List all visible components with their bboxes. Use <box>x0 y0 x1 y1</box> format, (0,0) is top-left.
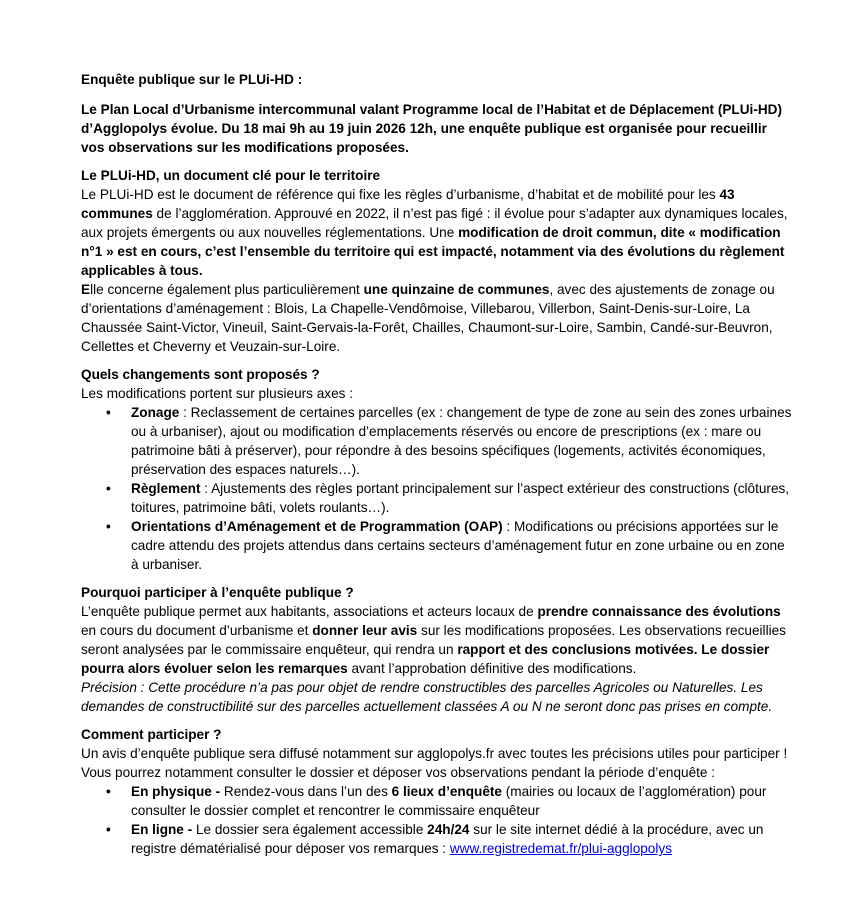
bullet-term-reglement: Règlement <box>131 481 201 496</box>
section-heading-changements: Quels changements sont proposés ? <box>81 367 320 382</box>
text-run: : Reclassement de certaines parcelles (ex : changement de type de zone au sein des zones urbaines ou à urbaniser), ajout ou modification d’emplacements réservés ou encore de prescriptions (ex : mare ou patrimoine bâti à préserver), pour répondre à des besoins spécifiques (logements, activités économiques, préservation des espaces naturels…). <box>131 405 792 477</box>
text-run: avant l’approbation définitive des modifications. <box>347 661 637 676</box>
bold-run-quinzaine-communes: une quinzaine de communes <box>363 282 550 297</box>
text-run: Le dossier sera également accessible <box>192 822 428 837</box>
text-run: en cours du document d’urbanisme et <box>81 623 313 638</box>
bold-run-prendre-connaissance: prendre connaissance des évolutions <box>537 604 781 619</box>
list-item-en-ligne <box>131 820 793 858</box>
intro-paragraph: Le Plan Local d’Urbanisme intercommunal valant Programme local de l’Habitat et de Déplacement (PLUi-HD) d’Agglopolys évolue. Du 18 mai 9h au 19 juin 2026 12h, une enquête publique est organisée pour recueillir vos observations sur les modifications proposées. <box>81 102 783 155</box>
bullet-term-oap: Orientations d’Aménagement et de Programmation (OAP) <box>131 519 503 534</box>
text-run: sur le site internet dédié à la procédure, avec un registre dématérialisé pour déposer vos remarques : <box>131 822 764 856</box>
text-run: sur les modifications proposées. Les observations recueillies seront analysées par le commissaire enquêteur, qui rendra un <box>81 623 786 657</box>
bold-run-initial: E <box>81 282 91 297</box>
bold-run-modification-n1: modification de droit commun, dite « modification n°1 » est en cours, c’est l’ensemble du territoire qui est impacté, notamment via des évolutions du règlement applicables à tous. <box>81 225 785 278</box>
bold-run-donner-avis: donner leur avis <box>312 623 418 638</box>
doc-title: Enquête publique sur le PLUi-HD : <box>81 72 303 87</box>
paragraph-plui-hd-2 <box>81 280 793 356</box>
paragraph-pourquoi <box>81 602 793 678</box>
bullet-list-changements <box>81 403 793 574</box>
section-pourquoi-participer <box>81 583 793 716</box>
note-precision-paragraph: Précision : Cette procédure n’a pas pour objet de rendre constructibles des parcelles Agricoles ou Naturelles. Les demandes de constructibilité sur des parcelles actuellement classées A ou N ne seront donc pas prises en compte. <box>81 680 773 714</box>
bullet-term-en-ligne: En ligne - <box>131 822 193 837</box>
section-heading-plui-hd: Le PLUi-HD, un document clé pour le territoire <box>81 168 381 183</box>
bold-run-24h24: 24h/24 <box>427 822 470 837</box>
list-item-en-physique <box>131 782 793 820</box>
section-heading-pourquoi: Pourquoi participer à l’enquête publique ? <box>81 585 354 600</box>
paragraph-plui-hd-1 <box>81 185 793 280</box>
list-item-reglement <box>131 479 793 517</box>
list-item-oap <box>131 517 793 574</box>
text-run: : Ajustements des règles portant principalement sur l’aspect extérieur des constructions (clôtures, toitures, patrimoine bâti, volets roulants…). <box>131 481 790 515</box>
text-run: de l’agglomération. Approuvé en 2022, il n’est pas figé : il évolue pour s’adapter aux dynamiques locales, aux projets émergents ou aux nouvelles réglementations. Une <box>81 206 788 240</box>
text-run: L’enquête publique permet aux habitants, associations et acteurs locaux de <box>81 604 538 619</box>
bold-run-rapport-conclusions: rapport et des conclusions motivées. Le dossier pourra alors évoluer selon les remarques <box>81 642 770 676</box>
list-item-zonage <box>131 403 793 479</box>
section-plui-hd-document-cle <box>81 166 793 356</box>
paragraph-comment: Un avis d’enquête publique sera diffusé notamment sur agglopolys.fr avec toutes les précisions utiles pour participer ! Vous pourrez notamment consulter le dossier et déposer vos observations pendant la période d’enquête : <box>81 746 788 780</box>
section-comment-participer <box>81 725 793 858</box>
text-run: (mairies ou locaux de l’agglomération) pour consulter le dossier complet et rencontrer le commissaire enquêteur <box>131 784 767 818</box>
text-run: lle concerne également plus particulièrement <box>90 282 364 297</box>
section-heading-comment: Comment participer ? <box>81 727 222 742</box>
bullet-term-zonage: Zonage <box>131 405 180 420</box>
document-content <box>81 70 793 867</box>
text-run: Le PLUi-HD est le document de référence qui fixe les règles d’urbanisme, d’habitat et de mobilité pour les <box>81 187 720 202</box>
registredemat-link[interactable]: www.registredemat.fr/plui-agglopolys <box>449 841 672 856</box>
bold-run-43-communes: 43 communes <box>81 187 735 221</box>
bullet-term-en-physique: En physique - <box>131 784 221 799</box>
text-run: Rendez-vous dans l’un des <box>220 784 392 799</box>
text-run: : Modifications ou précisions apportées sur le cadre attendu des projets attendus dans certains secteurs d’aménagement futur en zone urbaine ou en zone à urbaniser. <box>131 519 785 572</box>
text-run-communes-list: , avec des ajustements de zonage ou d’orientations d’aménagement : Blois, La Chapelle-Vendômoise, Villebarou, Villerbon, Saint-Denis-sur-Loire, La Chaussée Saint-Victor, Vineuil, Saint-Gervais-la-Forêt, Chailles, Chaumont-sur-Loire, Sambin, Candé-sur-Beuvron, Cellettes et Cheverny et Veuzain-sur-Loire. <box>81 282 775 354</box>
bullet-list-participation <box>81 782 793 858</box>
section-changements <box>81 365 793 574</box>
paragraph-changements-lead: Les modifications portent sur plusieurs axes : <box>81 386 354 401</box>
bold-run-6-lieux: 6 lieux d’enquête <box>391 784 502 799</box>
